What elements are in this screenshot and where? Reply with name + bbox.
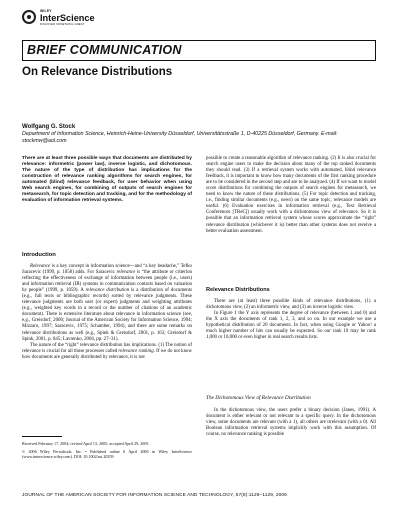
heading-introduction: Introduction	[22, 252, 56, 258]
text-run: is a distribution of documents (e.g., full texts or bibliographic records) sorted by relevance judgments. These relevance judgments are both user (or expert) judgments and weighting attributes (e.g., weighted key words in a record or the number of citations of an academic document). There is extensive literature about relevance in information science (see, e.g., Greisdorf, 2000; Journal of the American Society for Information Science, 1994; Mizzaro, 1997; Saracevic, 1975; Schamber, 1994), and there are some remarks on relevance distributions as well (e.g., Spink & Greisdorf, 2001, p. 163; Greisdorf & Spink, 2001, p. 845; Lavrenko, 2004, pp. 27–31).	[22, 288, 192, 342]
text-run: . If we do not know how documents are generally distributed by relevance, it is not	[22, 348, 192, 360]
logo-brand-top: WILEY	[40, 9, 52, 13]
paragraph-implications: possible to create a reasonable algorithm of relevance ranking. (2) It is also crucial for search engine users to make the decision about many of the top ranked documents they should read. (3) If a retrieval system works with automated, blind relevance feedback, it is important to know how many documents of the first ranking procedure are to be considered in the second step and are to be analyzed. (4) If we want to model score distributions for combining the outputs of search engines for metasearch, we need to know the nature of these distributions. (5) For topic detection and tracking, i.e., finding similar documents (e.g., news) on the same topic, relevance models are useful. (6) Evaluation exercises in information retrieval (e.g., Text Retrieval Conferences [TRеC]) usually work with a dichotomous view of relevance. So it is possible that an information retrieval system whose scores approximate the “right” relevance distribution (whichever it is) better than other systems does not receive a better evaluation assessment.	[206, 156, 376, 234]
footnote-copyright: © 2006 Wiley Periodicals, Inc. • Published online 6 April 2006 in Wiley InterScience (www.interscience.wiley.com). DOI: 10.1002/asi.20359	[22, 448, 192, 459]
heading-relevance-distributions: Relevance Distributions	[206, 287, 270, 293]
term-relevance: Relevance	[30, 264, 51, 269]
wiley-logo-icon	[22, 10, 36, 24]
paragraph-three-kinds: There are (at least) three possible kinds of relevance distributions, (1) a dichotomous view, (2) an informetric view, and (3) an inverse logistic view.	[206, 299, 376, 311]
footnote	[22, 441, 192, 462]
author-name: Wolfgang G. Stock	[22, 124, 76, 130]
right-column-continuation	[206, 156, 376, 235]
term-relevance-2: relevance	[116, 270, 136, 276]
relevance-distributions-body	[206, 299, 376, 341]
article-title: On Relevance Distributions	[22, 66, 173, 78]
publisher-logo	[40, 9, 95, 26]
section-label: BRIEF COMMUNICATION	[22, 40, 376, 61]
introduction-paragraph-2	[22, 343, 192, 361]
logo-brand-main: InterScience	[40, 13, 95, 23]
text-run: is “the attribute or criterion reflecting the effectiveness of exchange of information between people (i.e., users) and information retrieval (IR) systems in communication contacts based on valuation by people” (1999, p. 1059). A	[22, 270, 192, 294]
introduction-paragraph-1	[22, 264, 192, 343]
text-run: The nature of the “right” relevance distribution has implications. (1) The notion of relevance is crucial for all those processes called	[22, 342, 192, 354]
subheading-dichotomous-view: The Dichotomous View of Relevance Distribution	[206, 395, 311, 401]
author-affiliation: Department of Information Science, Heinrich-Heine-University Düsseldorf, Universitätsstraße 1, D-40225 Düsseldorf, Germany. E-mail: stockmw@aol.com	[22, 131, 338, 144]
footnote-received: Received February 17, 2004; revised April 13, 2005; accepted April 29, 2005	[22, 441, 149, 446]
text-run: is a key concept in information science—and “a key headache,” Tefko Saracevic (1999, p. 1058) adds. For Saracevic	[22, 264, 192, 276]
term-relevance-distribution: relevance distribution	[85, 288, 130, 294]
journal-footer: JOURNAL OF THE AMERICAN SOCIETY FOR INFORMATION SCIENCE AND TECHNOLOGY, 57(8):1126–1129, 2006	[22, 493, 287, 498]
paragraph-figure-1: In Figure 1 the Y axis represents the degree of relevance (between 1 and 0) and the X axis the documents of rank 1, 2, 3, and so on. In our example we use a hypothetical distribution of 20 documents. In fact, when using Google or Yahoo! a much higher number of hits can usually be expected. So our rank 10 may be rank 1,000 or 10,000 or even higher in real search results lists.	[206, 311, 376, 341]
term-relevance-ranking: relevance ranking	[118, 348, 154, 354]
abstract: There are at least three possible ways that documents are distributed by relevance: informetric (power law), inverse logistic, and dichotomous. The nature of the type of distribution has implications for the construction of relevance ranking algorithms for search engines, for automated (blind) relevance feedback, for user behavior when using Web search engines, for combining of outputs of search engines for metasearch, for topic detection and tracking, and for the methodology of evaluation of information retrieval systems.	[22, 156, 192, 204]
paragraph-dichotomous: In the dichotomous view, the users prefer a binary decision (Janes, 1991). A document is either relevant or not relevant to a specific query. In the dichotomous view, some documents are relevant (with a 1), all others are irrelevant (with a 0). All Boolean information retrieval systems implicitly work with this assumption. Of course, no relevance ranking is possible	[206, 408, 376, 438]
footnote-divider	[22, 436, 62, 437]
introduction-body	[22, 264, 192, 361]
logo-tagline: DISCOVER SOMETHING GREAT	[40, 23, 85, 26]
dichotomous-body	[206, 408, 376, 438]
